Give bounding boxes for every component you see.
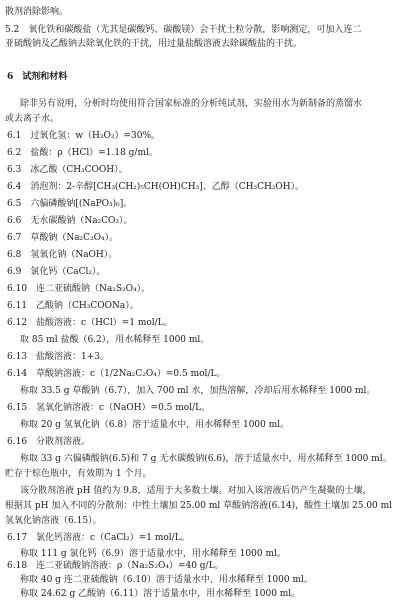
paragraph-line: 或去离子水。 <box>5 114 60 124</box>
item-6-16: 6.16 分散剂溶液。 <box>7 437 91 447</box>
item-6-7: 6.7 草酸钠（Na₂C₂O₄）。 <box>7 233 119 243</box>
item-6-17: 6.17 氯化钙溶液：c（CaCl₂）=1 mol/L。 <box>7 533 190 543</box>
item-6-16-note: 氢氧化钠溶液（6.15）。 <box>5 516 102 526</box>
item-6-3: 6.3 冰乙酸（CH₃COOH）。 <box>7 165 128 175</box>
item-6-13: 6.13 盐酸溶液：1+3。 <box>7 352 110 362</box>
item-6-16-body: 称取 33 g 六偏磷酸钠(6.5)和 7 g 无水碳酸钠(6.6)，溶于适量水中，用水稀释至 1000 ml。 <box>20 454 392 464</box>
item-6-11: 6.11 乙酸钠（CH₃COONa）。 <box>7 301 139 311</box>
item-6-19-body: 称取 24.62 g 乙酸钠（6.11）溶于适量水中，用水稀释至 1000 ml。 <box>20 589 301 599</box>
item-6-18: 6.18 连二亚硫酸钠溶液：ρ（Na₂S₂O₄）=40 g/L。 <box>7 561 224 571</box>
item-6-17-body: 称取 111 g 氯化钙（6.9）溶于适量水中，用水稀释至 1000 ml。 <box>20 549 286 559</box>
item-6-9: 6.9 氯化钙（CaCl₂）。 <box>7 267 106 277</box>
paragraph-line: 亚硫酸钠及乙酸钠去除氧化铁的干扰，用过量盐酸溶液去除碳酸盐的干扰。 <box>5 39 303 49</box>
item-6-2: 6.2 盐酸：ρ（HCl）=1.18 g/ml。 <box>7 148 158 158</box>
item-6-15-body: 称取 20 g 氢氧化钠（6.8）溶于适量水中，用水稀释至 1000 ml。 <box>20 420 290 430</box>
item-6-6: 6.6 无水碳酸钠（Na₂CO₃）。 <box>7 216 133 226</box>
clause-5-2: 5.2 氧化铁和碳酸盐（尤其是碳酸钙、碳酸镁）会干扰土粒分散，影响测定，可加入连二 <box>5 25 362 35</box>
item-6-16-note: 该分散剂溶液 pH 值约为 9.8，适用于大多数土壤。对加入该溶液后仍产生凝聚的土壤， <box>20 486 372 496</box>
item-6-5: 6.5 六偏磷酸钠[(NaPO₃)₆]。 <box>7 199 133 209</box>
item-6-16-note: 根据其 pH 加入不同的分散剂：中性土壤加 25.00 ml 草酸钠溶液(6.14)，酸性土壤加 25.00 ml <box>5 501 393 511</box>
item-6-16-body: 贮存于棕色瓶中，有效期为 1 个月。 <box>5 469 152 479</box>
paragraph-line: 散剂消除影响。 <box>5 7 69 17</box>
item-6-12-body: 取 85 ml 盐酸（6.2），用水稀释至 1000 ml。 <box>20 335 210 345</box>
section-heading-6: 6 试剂和材料 <box>7 72 68 82</box>
item-6-18-body: 称取 40 g 连二亚硫酸钠（6.10）溶于适量水中，用水稀释至 1000 ml。 <box>20 575 313 585</box>
paragraph-line: 除非另有说明，分析时均使用符合国家标准的分析纯试剂，实验用水为新制备的蒸馏水 <box>20 99 363 109</box>
item-6-14: 6.14 草酸钠溶液：c（1/2Na₂C₂O₄）=0.5 mol/L。 <box>7 369 226 379</box>
item-6-10: 6.10 连二亚硫酸钠（Na₂S₂O₄）。 <box>7 284 151 294</box>
item-6-1: 6.1 过氧化氢：w（H₂O₂）=30%。 <box>7 131 161 141</box>
item-6-8: 6.8 氢氧化钠（NaOH）。 <box>7 250 118 260</box>
item-6-14-body: 称取 33.5 g 草酸钠（6.7），加入 700 ml 水，加热溶解，冷却后用水稀释至 1000 ml。 <box>20 386 376 396</box>
item-6-4: 6.4 消泡剂：2-辛醇[CH₃(CH₂)₅CH(OH)CH₃]、乙醇（CH₃CH₂OH）。 <box>7 182 305 192</box>
item-6-12: 6.12 盐酸溶液：c（HCl）=1 mol/L。 <box>7 318 173 328</box>
item-6-15: 6.15 氢氧化钠溶液：c（NaOH）=0.5 mol/L。 <box>7 403 211 413</box>
